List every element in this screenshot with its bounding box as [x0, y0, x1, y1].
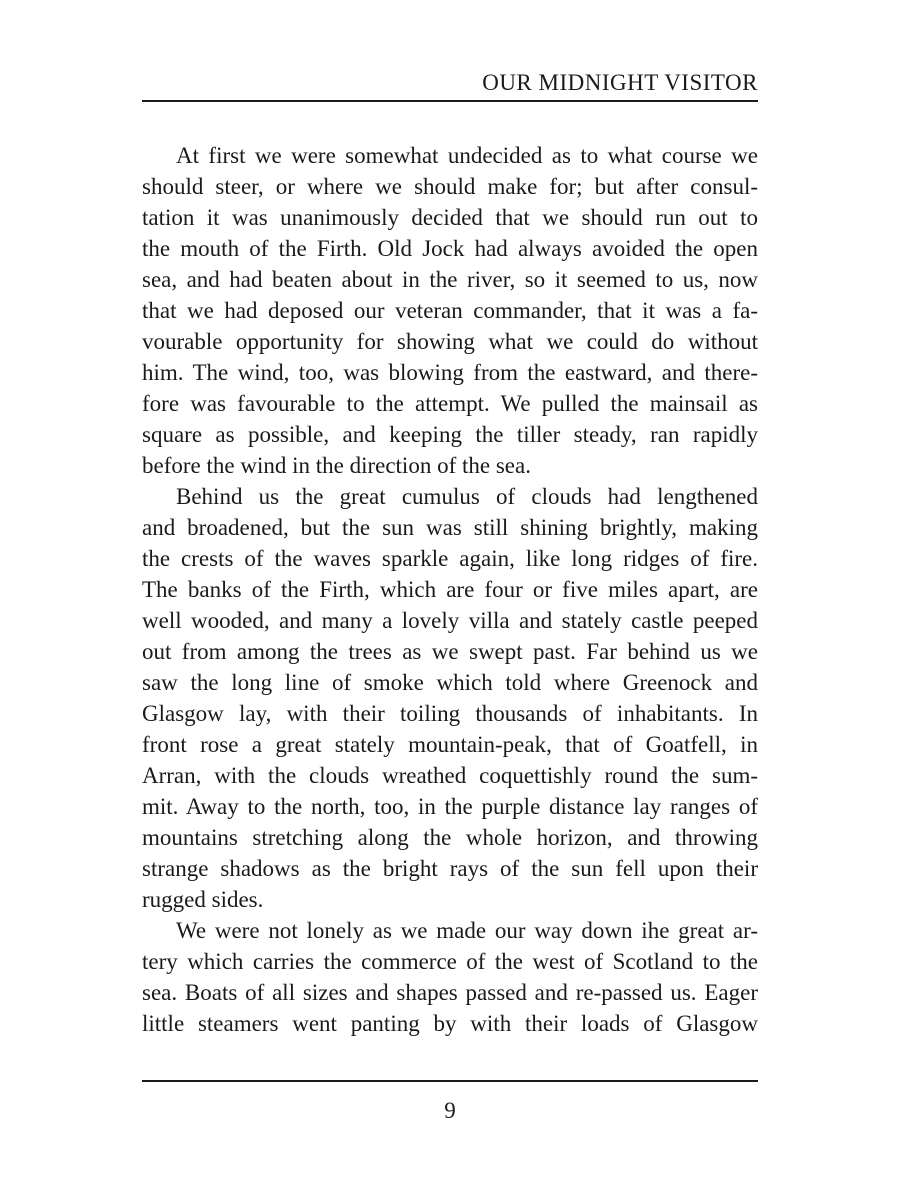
text-line: that we had deposed our veteran commander, that it was a fa- — [142, 298, 758, 323]
text-line: vourable opportunity for showing what we could do without — [142, 329, 758, 354]
text-line: sea, and had beaten about in the river, so it seemed to us, now — [142, 267, 758, 292]
text-line: fore was favourable to the attempt. We pulled the mainsail as — [142, 391, 758, 416]
text-line: rugged sides. — [142, 887, 264, 912]
text-line: him. The wind, too, was blowing from the eastward, and there- — [142, 360, 758, 385]
paragraph — [142, 481, 758, 915]
footer-rule — [142, 1080, 758, 1082]
text-line: tation it was unanimously decided that we should run out to — [142, 205, 758, 230]
text-line: well wooded, and many a lovely villa and stately castle peeped — [142, 608, 758, 633]
text-line: should steer, or where we should make for; but after consul- — [142, 174, 758, 199]
header-rule — [142, 100, 758, 102]
text-line: The banks of the Firth, which are four or five miles apart, are — [142, 577, 758, 602]
text-line: At first we were somewhat undecided as to what course we — [176, 143, 758, 168]
text-line: before the wind in the direction of the sea. — [142, 453, 531, 478]
text-line: out from among the trees as we swept past. Far behind us we — [142, 639, 758, 664]
text-line: and broadened, but the sun was still shining brightly, making — [142, 515, 758, 540]
paragraph-container — [142, 140, 758, 1039]
text-line: Arran, with the clouds wreathed coquettishly round the sum- — [142, 763, 758, 788]
text-line: tery which carries the commerce of the west of Scotland to the — [142, 949, 758, 974]
text-line: Glasgow lay, with their toiling thousands of inhabitants. In — [142, 701, 758, 726]
text-line: saw the long line of smoke which told where Greenock and — [142, 670, 758, 695]
text-line: square as possible, and keeping the tiller steady, ran rapidly — [142, 422, 758, 447]
body-text — [142, 140, 758, 1039]
paragraph — [142, 915, 758, 1039]
text-line: the crests of the waves sparkle again, like long ridges of fire. — [142, 546, 758, 571]
running-head: OUR MIDNIGHT VISITOR — [482, 70, 758, 95]
text-line: Behind us the great cumulus of clouds had lengthened — [176, 484, 758, 509]
text-line: sea. Boats of all sizes and shapes passed and re-passed us. Eager — [142, 980, 758, 1005]
text-line: mit. Away to the north, too, in the purple distance lay ranges of — [142, 794, 758, 819]
paragraph — [142, 140, 758, 481]
text-line: front rose a great stately mountain-peak, that of Goatfell, in — [142, 732, 758, 757]
text-line: little steamers went panting by with their loads of Glasgow — [142, 1011, 758, 1036]
page-number: 9 — [444, 1098, 456, 1123]
text-line: mountains stretching along the whole horizon, and throwing — [142, 825, 758, 850]
text-line: the mouth of the Firth. Old Jock had always avoided the open — [142, 236, 758, 261]
text-line: strange shadows as the bright rays of the sun fell upon their — [142, 856, 758, 881]
text-line: We were not lonely as we made our way down ihe great ar- — [176, 918, 758, 943]
